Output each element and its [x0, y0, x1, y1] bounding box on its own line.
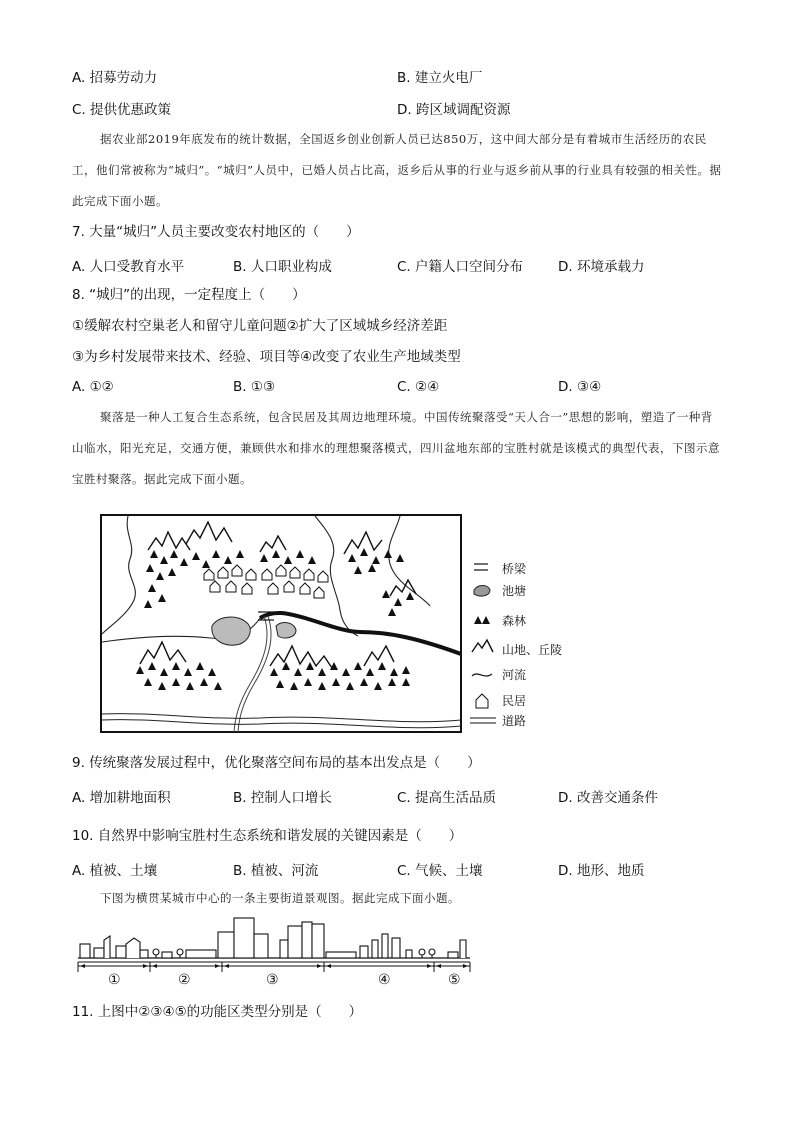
passage-city-returnees-text: 据农业部2019年底发布的统计数据，全国返乡创业创新人员已达850万，这中间大部分是有着城市生活经历的农民工，他们常被称为“城归”。“城归”人员中，已婚人员占比高，返乡后从事的行业与返乡前从事的行业具有较强的相关性。据此完成下面小题。: [72, 132, 722, 208]
q10-option-a: A. 植被、土壤: [72, 863, 158, 879]
street-buildings-1: [80, 936, 148, 958]
settlement-map-figure: [100, 514, 562, 734]
legend-label-road: 道路: [502, 714, 527, 728]
street-buildings-4: [326, 934, 435, 958]
street-buildings-5: [448, 940, 466, 958]
q10-stem: 10. 自然界中影响宝胜村生态系统和谐发展的关键因素是（ ）: [72, 828, 463, 844]
q6-option-d: D. 跨区域调配资源: [397, 102, 511, 118]
q11-stem: 11. 上图中②③④⑤的功能区类型分别是（ ）: [72, 1004, 363, 1020]
map-pond-1: [212, 617, 250, 645]
map-legend: [470, 564, 496, 723]
legend-mountain-icon: [472, 640, 493, 652]
map-pond-2: [276, 623, 296, 638]
street-zone-4-label: ④: [378, 972, 391, 988]
q7-option-a: A. 人口受教育水平: [72, 259, 185, 275]
q7-option-c: C. 户籍人口空间分布: [397, 259, 524, 275]
q6-option-c: C. 提供优惠政策: [72, 102, 172, 118]
q10-option-c: C. 气候、土壤: [397, 863, 483, 879]
passage-settlement-text: 聚落是一种人工复合生态系统，包含民居及其周边地理环境。中国传统聚落受“天人合一”思想的影响，塑造了一种背山临水，阳光充足，交通方便，兼顾供水和排水的理想聚落模式，四川盆地东部的宝胜村就是该模式的典型代表，下图示意宝胜村聚落。据此完成下面小题。: [72, 410, 720, 486]
legend-house-icon: [476, 694, 488, 708]
passage-street: [72, 883, 722, 914]
q9-option-a: A. 增加耕地面积: [72, 790, 171, 806]
street-zone-1-label: ①: [108, 972, 121, 988]
q10-option-d: D. 地形、地质: [558, 863, 645, 879]
street-landscape-figure: [76, 916, 476, 988]
legend-label-mountain: 山地、丘陵: [502, 643, 563, 657]
q8-option-d: D. ③④: [558, 379, 602, 395]
q8-option-b: B. ①③: [233, 379, 276, 395]
legend-label-forest: 森林: [502, 614, 527, 628]
legend-label-bridge: 桥梁: [502, 562, 527, 576]
q7-stem: 7. 大量“城归”人员主要改变农村地区的（ ）: [72, 224, 360, 240]
street-zone-5-label: ⑤: [448, 972, 461, 988]
q8-option-c: C. ②④: [397, 379, 440, 395]
q6-option-b: B. 建立火电厂: [397, 70, 483, 86]
street-dividers: [78, 962, 470, 972]
q7-option-d: D. 环境承载力: [558, 259, 645, 275]
legend-label-pond: 池塘: [502, 584, 527, 598]
legend-pond-icon: [474, 586, 490, 597]
legend-river-icon: [472, 674, 492, 676]
q9-option-c: C. 提高生活品质: [397, 790, 497, 806]
legend-label-house: 民居: [502, 694, 527, 708]
q6-option-a: A. 招募劳动力: [72, 70, 158, 86]
q8-option-a: A. ①②: [72, 379, 114, 395]
passage-street-text: 下图为横贯某城市中心的一条主要街道景观图。据此完成下面小题。: [100, 891, 460, 905]
q8-stem: 8. “城归”的出现，一定程度上（ ）: [72, 287, 306, 303]
passage-city-returnees: [72, 124, 722, 217]
legend-label-river: 河流: [502, 668, 527, 682]
q9-option-d: D. 改善交通条件: [558, 790, 658, 806]
street-zone-2-label: ②: [178, 972, 191, 988]
q10-option-b: B. 植被、河流: [233, 863, 319, 879]
street-buildings-3: [218, 918, 324, 958]
q9-option-b: B. 控制人口增长: [233, 790, 332, 806]
passage-settlement: [72, 402, 722, 495]
legend-forest-icon: [474, 616, 490, 624]
q8-statements-2: ③为乡村发展带来技术、经验、项目等④改变了农业生产地域类型: [72, 349, 461, 365]
street-zone-3-label: ③: [266, 972, 279, 988]
settlement-map: [100, 514, 562, 734]
q7-option-b: B. 人口职业构成: [233, 259, 332, 275]
street-buildings-2: [153, 949, 216, 958]
q8-statements-1: ①缓解农村空巢老人和留守儿童问题②扩大了区域城乡经济差距: [72, 318, 448, 334]
q9-stem: 9. 传统聚落发展过程中，优化聚落空间布局的基本出发点是（ ）: [72, 755, 481, 771]
